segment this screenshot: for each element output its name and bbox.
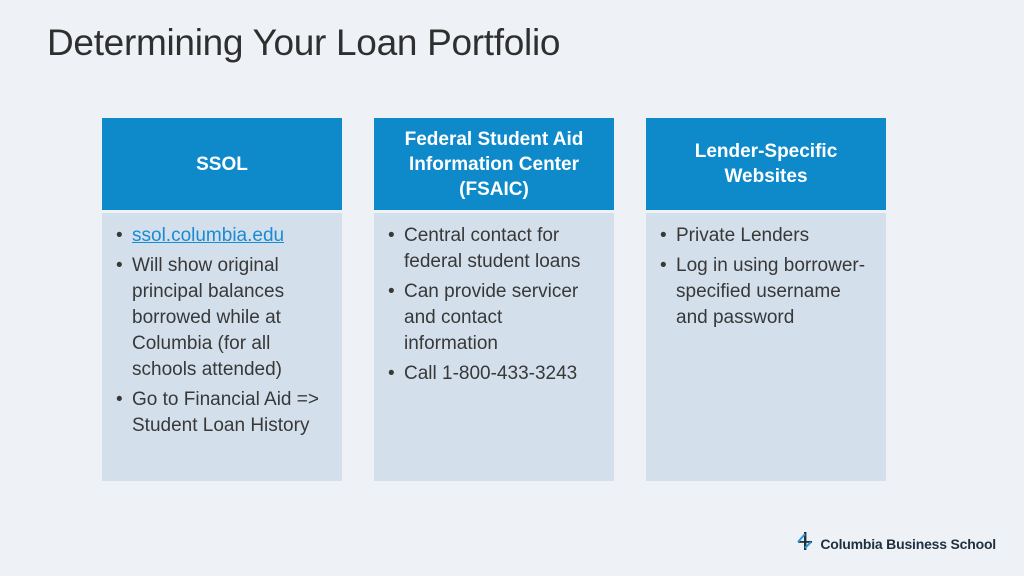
bullet-item: • Central contact for federal student loans	[388, 223, 600, 275]
bullet-item: • Private Lenders	[660, 223, 872, 249]
columbia-crown-icon	[795, 531, 815, 556]
bullet-item: • Go to Financial Aid => Student Loan History	[116, 387, 328, 439]
column-fsaic	[374, 118, 614, 481]
column-lender	[646, 118, 886, 481]
bullet-item	[116, 223, 328, 249]
bullet-item: • Will show original principal balances borrowed while at Columbia (for all schools attended)	[116, 253, 328, 383]
column-body-lender	[646, 213, 886, 481]
info-columns	[102, 118, 886, 481]
column-ssol	[102, 118, 342, 481]
slide-title: Determining Your Loan Portfolio	[47, 22, 561, 63]
bullet-list	[388, 223, 600, 387]
column-header-ssol: SSOL	[102, 118, 342, 210]
column-body-ssol	[102, 213, 342, 481]
column-header-fsaic: Federal Student Aid Information Center (FSAIC)	[374, 118, 614, 210]
brand-name: Columbia Business School	[820, 535, 996, 552]
column-header-lender: Lender-Specific Websites	[646, 118, 886, 210]
bullet-item: • Can provide servicer and contact information	[388, 279, 600, 357]
brand-logo	[795, 531, 996, 556]
column-body-fsaic	[374, 213, 614, 481]
ssol-link[interactable]: ssol.columbia.edu	[132, 225, 285, 246]
bullet-list	[116, 223, 328, 439]
bullet-item: • Call 1-800-433-3243	[388, 361, 600, 387]
bullet-list	[660, 223, 872, 331]
bullet-item: • Log in using borrower-specified username and password	[660, 253, 872, 331]
